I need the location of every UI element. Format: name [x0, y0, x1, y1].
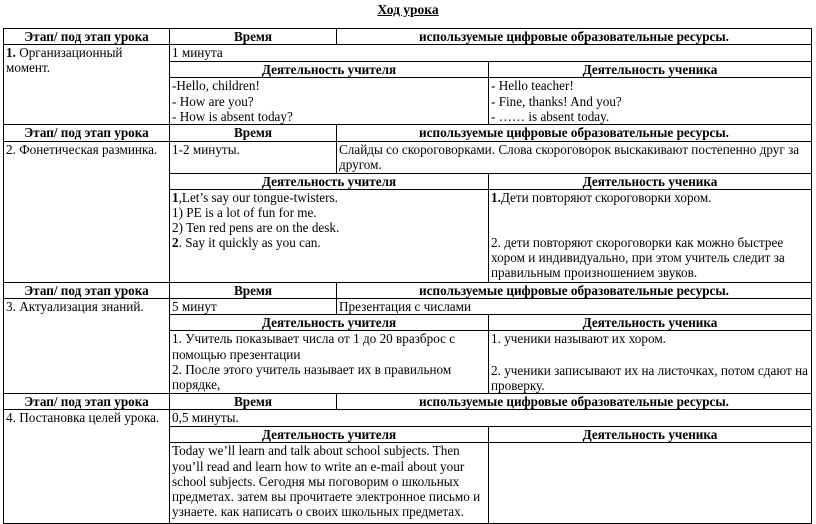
stage-row	[4, 410, 812, 427]
student-activity: 1. ученики называют их хором. 2. ученики записывают их на листочках, потом сдают на проверку.	[489, 331, 812, 394]
header-time: Время	[170, 29, 337, 45]
stage-name: Актуализация знаний.	[19, 299, 144, 315]
teacher-activity: Today we’ll learn and talk about school subjects. Then you’ll read and learn how to write an e-mail about your school subjects. Сегодня мы поговорим о школьных предметах. затем вы прочитаете электронное письмо и узнаете. как написать о своих школьных предметах.	[170, 443, 489, 524]
stage-row	[4, 299, 812, 315]
header-teacher: Деятельность учителя	[170, 173, 489, 189]
header-row	[4, 29, 812, 45]
stage-name-cell: 2. Фонетическая разминка.	[4, 141, 170, 282]
header-resources: используемые цифровые образовательные ресурсы.	[337, 125, 812, 141]
stage-name: Фонетическая разминка.	[19, 141, 158, 157]
header-row	[4, 394, 812, 410]
stage-name: Постановка целей урока.	[19, 410, 160, 426]
header-time: Время	[170, 282, 337, 298]
header-teacher: Деятельность учителя	[170, 315, 489, 331]
header-stage: Этап/ под этап урока	[4, 282, 170, 298]
header-time: Время	[170, 394, 337, 410]
header-resources: используемые цифровые образовательные ресурсы.	[337, 29, 812, 45]
header-teacher: Деятельность учителя	[170, 62, 489, 78]
header-row	[4, 125, 812, 141]
teacher-activity: 1. Учитель показывает числа от 1 до 20 вразброс с помощью презентации 2. После этого учитель называет их в правильном порядке,	[170, 331, 489, 394]
stage-row	[4, 141, 812, 173]
stage-resources: Презентация с числами	[337, 299, 812, 315]
stage-time: 5 минут	[170, 299, 337, 315]
header-stage: Этап/ под этап урока	[4, 125, 170, 141]
stage-row	[4, 45, 812, 62]
student-activity: 1.Дети повторяют скороговорки хором. 2. дети повторяют скороговорки как можно быстрее хором и индивидуально, при этом учитель следит за правильным произношением звуков.	[489, 189, 812, 282]
header-stage: Этап/ под этап урока	[4, 29, 170, 45]
stage-name-cell: 1. Организационный момент.	[4, 45, 170, 125]
teacher-activity: 1,Let’s say our tongue-twisters. 1) PE is a lot of fun for me. 2) Ten red pens are on the desk. 2. Say it quickly as you can.	[170, 189, 489, 282]
student-activity	[489, 443, 812, 524]
stage-name-cell: 3. Актуализация знаний.	[4, 299, 170, 394]
header-stage: Этап/ под этап урока	[4, 394, 170, 410]
stage-time: 0,5 минуты.	[170, 410, 812, 427]
header-student: Деятельность ученика	[489, 427, 812, 443]
header-student: Деятельность ученика	[489, 62, 812, 78]
header-resources: используемые цифровые образовательные ресурсы.	[337, 282, 812, 298]
header-time: Время	[170, 125, 337, 141]
stage-name: Организационный момент.	[6, 45, 123, 76]
teacher-activity: -Hello, children! - How are you? - How is absent today?	[170, 78, 489, 125]
header-student: Деятельность ученика	[489, 173, 812, 189]
header-row	[4, 282, 812, 298]
stage-name-cell: 4. Постановка целей урока.	[4, 410, 170, 524]
page-title: Ход урока	[377, 2, 439, 17]
lesson-plan-table	[3, 28, 812, 524]
stage-time: 1 минута	[170, 45, 812, 62]
stage-time: 1-2 минуты.	[170, 141, 337, 173]
header-student: Деятельность ученика	[489, 315, 812, 331]
header-teacher: Деятельность учителя	[170, 427, 489, 443]
student-activity: - Hello teacher! - Fine, thanks! And you? - …… is absent today.	[489, 78, 812, 125]
header-resources: используемые цифровые образовательные ресурсы.	[337, 394, 812, 410]
stage-resources: Слайды со скороговорками. Слова скороговорок выскакивают постепенно друг за другом.	[337, 141, 812, 173]
